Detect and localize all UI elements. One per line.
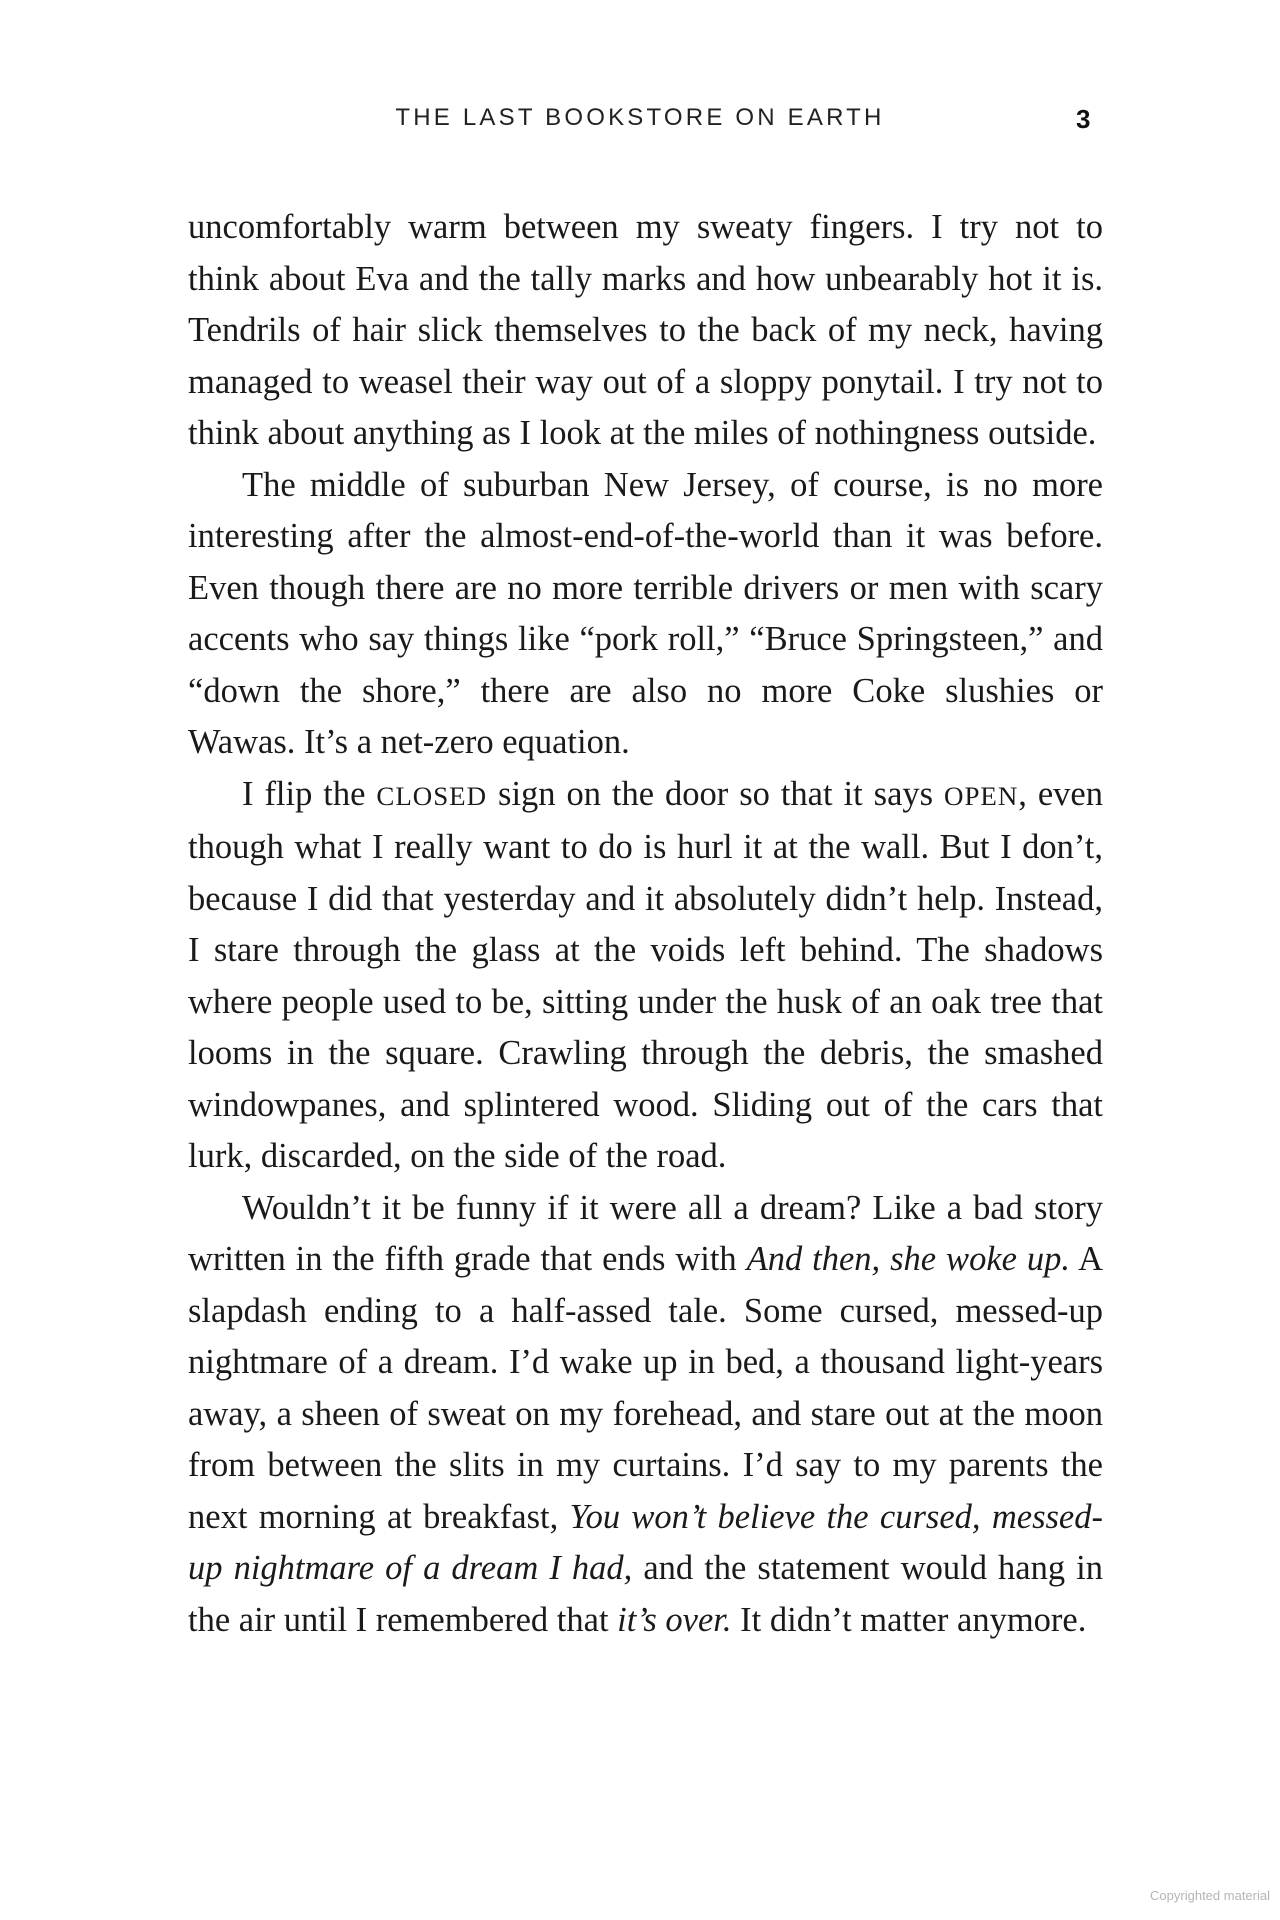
paragraph-text: A slapdash ending to a half-assed tale. Some cursed, messed-up nightmare of a dream. I’d wake up in bed, a thousand light-years away, a sheen of sweat on my forehead, and stare out at the moon from between the slits in my curtains. I’d say to my parents the next morning at breakfast, bbox=[188, 1240, 1103, 1536]
paragraph bbox=[188, 202, 1103, 460]
italic-text: You won’t believe the cursed, messed-up nightmare of a dream I had, bbox=[188, 1497, 1103, 1587]
paragraph-text: I flip the bbox=[242, 774, 377, 813]
italic-text: And then, she woke up. bbox=[746, 1240, 1071, 1278]
paragraph bbox=[188, 460, 1103, 769]
small-caps-text: CLOSED bbox=[376, 780, 488, 811]
paragraph-text: The middle of suburban New Jersey, of course, is no more interesting after the almost-end-of-the-world than it was before. Even though there are no more terrible drivers or men with scary accents who say things like “pork roll,” “Bruce Springsteen,” and “down the shore,” there are also no more Coke slushies or Wawas. It’s a net-zero equation. bbox=[188, 465, 1103, 761]
paragraph-text: uncomfortably warm between my sweaty fingers. I try not to think about Eva and the tally marks and how unbearably hot it is. Tendrils of hair slick themselves to the back of my neck, having managed to weasel their way out of a sloppy ponytail. I try not to think about anything as I look at the miles of nothingness outside. bbox=[188, 208, 1103, 452]
paragraph-text: It didn’t matter anymore. bbox=[731, 1600, 1087, 1639]
paragraph-text: , even though what I really want to do is hurl it at the wall. But I don’t, because I did that yesterday and it absolutely didn’t help. Instead, I stare through the glass at the voids left behind. The shadows where people used to be, sitting under the husk of an oak tree that looms in the square. Crawling through the debris, the smashed windowpanes, and splintered wood. Sliding out of the cars that lurk, discarded, on the side of the road. bbox=[188, 774, 1103, 1175]
paragraph-text: and the statement would hang in the air until I remembered that bbox=[188, 1549, 1103, 1639]
body-text bbox=[188, 202, 1103, 1646]
italic-text: it’s over. bbox=[617, 1600, 732, 1639]
small-caps-text: OPEN bbox=[944, 780, 1019, 811]
page-number: 3 bbox=[1076, 104, 1091, 134]
paragraph bbox=[188, 769, 1103, 1183]
running-title: THE LAST BOOKSTORE ON EARTH bbox=[395, 104, 885, 131]
paragraph-text: Wouldn’t it be funny if it were all a dream? Like a bad story written in the fifth grade that ends with bbox=[188, 1188, 1103, 1278]
paragraph-text: sign on the door so that it says bbox=[487, 774, 945, 813]
paragraph bbox=[188, 1183, 1103, 1647]
running-header bbox=[0, 104, 1280, 144]
copyright-watermark: Copyrighted material bbox=[1150, 1888, 1270, 1903]
